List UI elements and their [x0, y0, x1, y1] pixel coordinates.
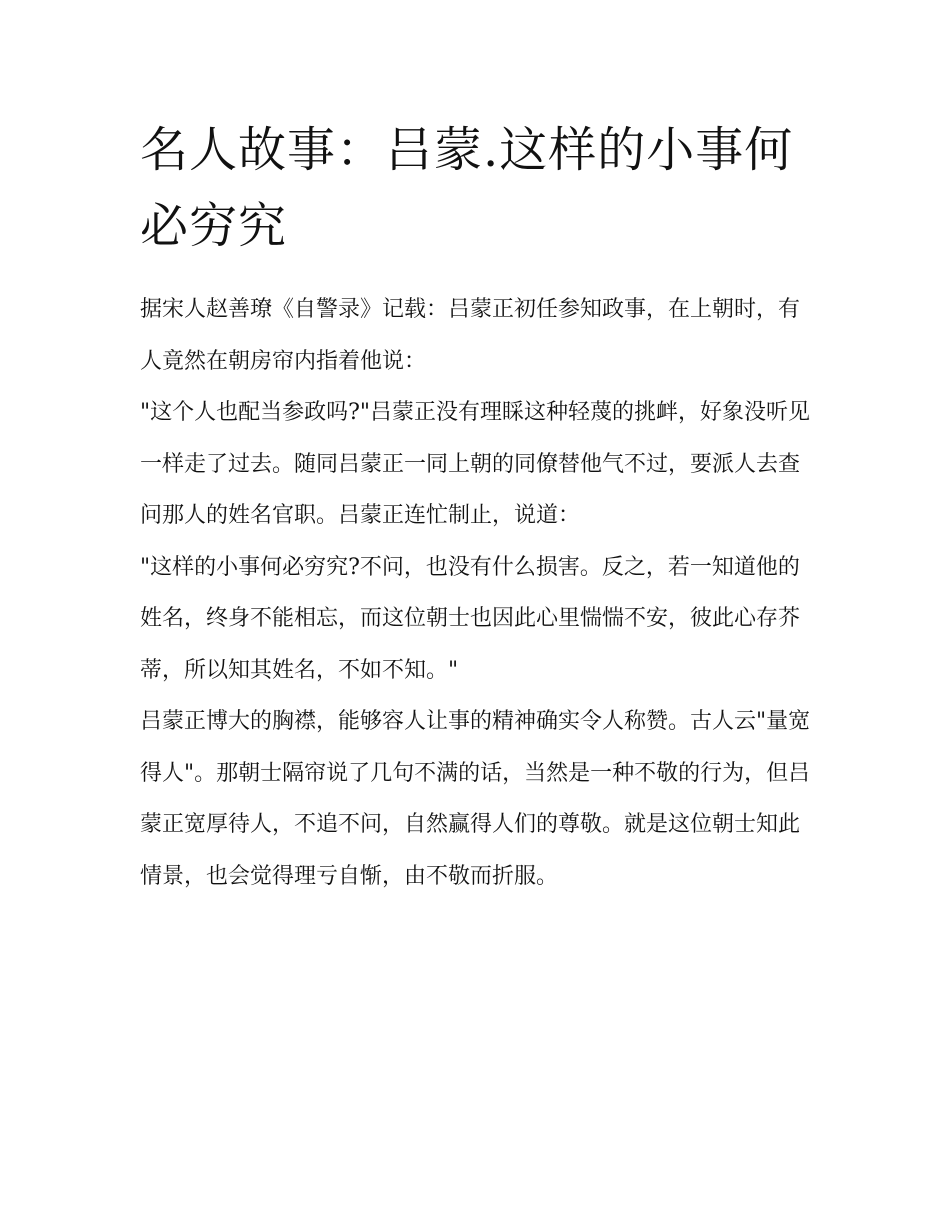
document-page: [140, 112, 815, 902]
paragraph-incident: "这个人也配当参政吗?"吕蒙正没有理睬这种轻蔑的挑衅，好象没听见一样走了过去。随同吕蒙正一同上朝的同僚替他气不过，要派人去查问那人的姓名官职。吕蒙正连忙制止，说道：: [140, 400, 811, 528]
paragraph-source: 据宋人赵善璙《自警录》记载：吕蒙正初任参知政事，在上朝时，有人竟然在朝房帘内指着他说：: [140, 297, 801, 374]
paragraph-reply: "这样的小事何必穷究?不问，也没有什么损害。反之，若一知道他的姓名，终身不能相忘，而这位朝士也因此心里惴惴不安，彼此心存芥蒂，所以知其姓名，不如不知。": [140, 554, 801, 683]
document-body: [140, 284, 815, 902]
paragraph-commentary: 吕蒙正博大的胸襟，能够容人让事的精神确实令人称赞。古人云"量宽得人"。那朝士隔帘说了几句不满的话，当然是一种不敬的行为，但吕蒙正宽厚待人，不追不问，自然赢得人们的尊敬。就是这位朝士知此情景，也会觉得理亏自惭，由不敬而折服。: [140, 709, 811, 889]
document-title: 名人故事：吕蒙.这样的小事何必穷究: [140, 122, 794, 254]
